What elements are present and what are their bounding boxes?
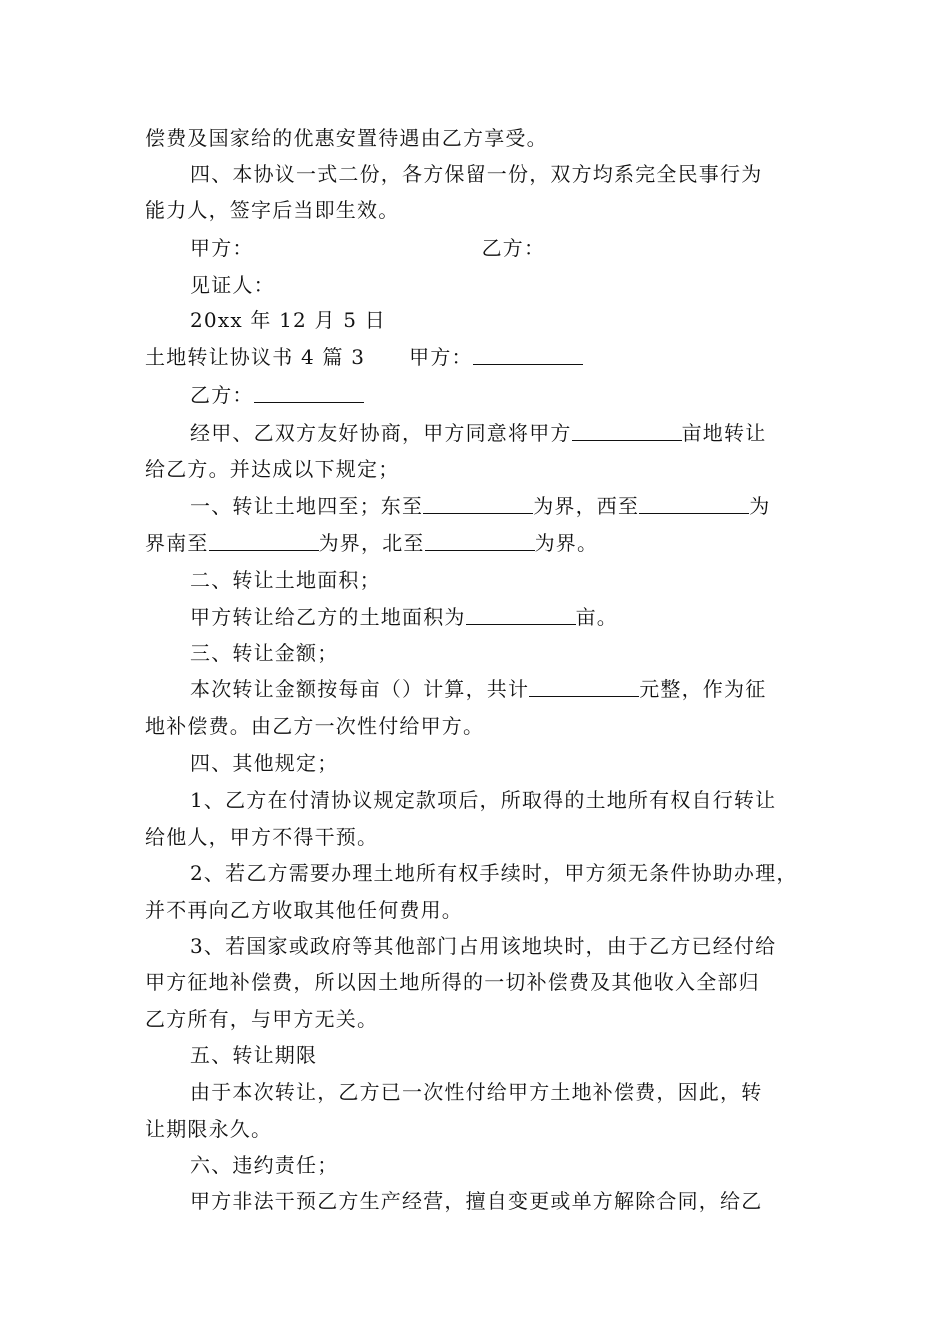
text-line: 五、转让期限 xyxy=(190,1043,318,1067)
text-line: 并不再向乙方收取其他任何费用。 xyxy=(145,898,463,922)
party-a-label: 甲方： xyxy=(190,236,254,260)
text-line: 四、其他规定； xyxy=(190,751,339,775)
section-title: 土地转让协议书 4 篇 3 xyxy=(145,345,366,369)
text-line: 能力人，签字后当即生效。 xyxy=(145,198,400,222)
text-line: 甲方转让给乙方的土地面积为 亩。 xyxy=(190,605,619,629)
blank-field xyxy=(254,382,364,403)
text-line: 偿费及国家给的优惠安置待遇由乙方享受。 xyxy=(145,126,548,150)
blank-field xyxy=(572,420,682,441)
text-line: 3、若国家或政府等其他部门占用该地块时，由于乙方已经付给 xyxy=(190,934,777,958)
blank-field xyxy=(425,530,535,551)
text-line: 2、若乙方需要办理土地所有权手续时，甲方须无条件协助办理， xyxy=(190,861,798,885)
text-line: 一、转让土地四至；东至 为界，西至 为 xyxy=(190,494,771,518)
text-line: 界南至 为界，北至 为界。 xyxy=(145,531,599,555)
text-line: 甲方征地补偿费，所以因土地所得的一切补偿费及其他收入全部归 xyxy=(145,970,760,994)
text-line: 给乙方。并达成以下规定； xyxy=(145,457,400,481)
text-line: 乙方所有，与甲方无关。 xyxy=(145,1007,379,1031)
text-line: 让期限永久。 xyxy=(145,1117,273,1141)
blank-field xyxy=(529,676,639,697)
blank-field xyxy=(209,530,319,551)
text-line: 本次转让金额按每亩（）计算，共计 元整，作为征 xyxy=(190,677,767,701)
party-b-label: 乙方： xyxy=(481,236,546,260)
blank-field xyxy=(466,604,576,625)
text-line: 由于本次转让，乙方已一次性付给甲方土地补偿费，因此，转 xyxy=(190,1080,763,1104)
text-line: 二、转让土地面积； xyxy=(190,568,381,592)
date-line: 20xx 年 12 月 5 日 xyxy=(190,308,386,332)
text-line: 乙方： xyxy=(190,381,364,408)
blank-field xyxy=(473,344,583,365)
text-line: 地补偿费。由乙方一次性付给甲方。 xyxy=(145,714,485,738)
blank-field xyxy=(639,493,749,514)
text-line: 1、乙方在付清协议规定款项后，所取得的土地所有权自行转让 xyxy=(190,788,777,812)
text-line: 三、转让金额； xyxy=(190,641,339,665)
text-line: 四、本协议一式二份，各方保留一份，双方均系完全民事行为 xyxy=(190,162,763,186)
blank-field xyxy=(423,493,533,514)
text-line: 六、违约责任； xyxy=(190,1153,339,1177)
text-line: 甲方非法干预乙方生产经营，擅自变更或单方解除合同，给乙 xyxy=(190,1189,763,1213)
section-heading-line: 土地转让协议书 4 篇 3 甲方： xyxy=(145,343,583,370)
text-line: 给他人，甲方不得干预。 xyxy=(145,825,379,849)
witness-line: 见证人： xyxy=(190,273,275,297)
signature-line xyxy=(190,235,545,261)
text-line: 经甲、乙双方友好协商，甲方同意将甲方 亩地转让 xyxy=(190,421,767,445)
